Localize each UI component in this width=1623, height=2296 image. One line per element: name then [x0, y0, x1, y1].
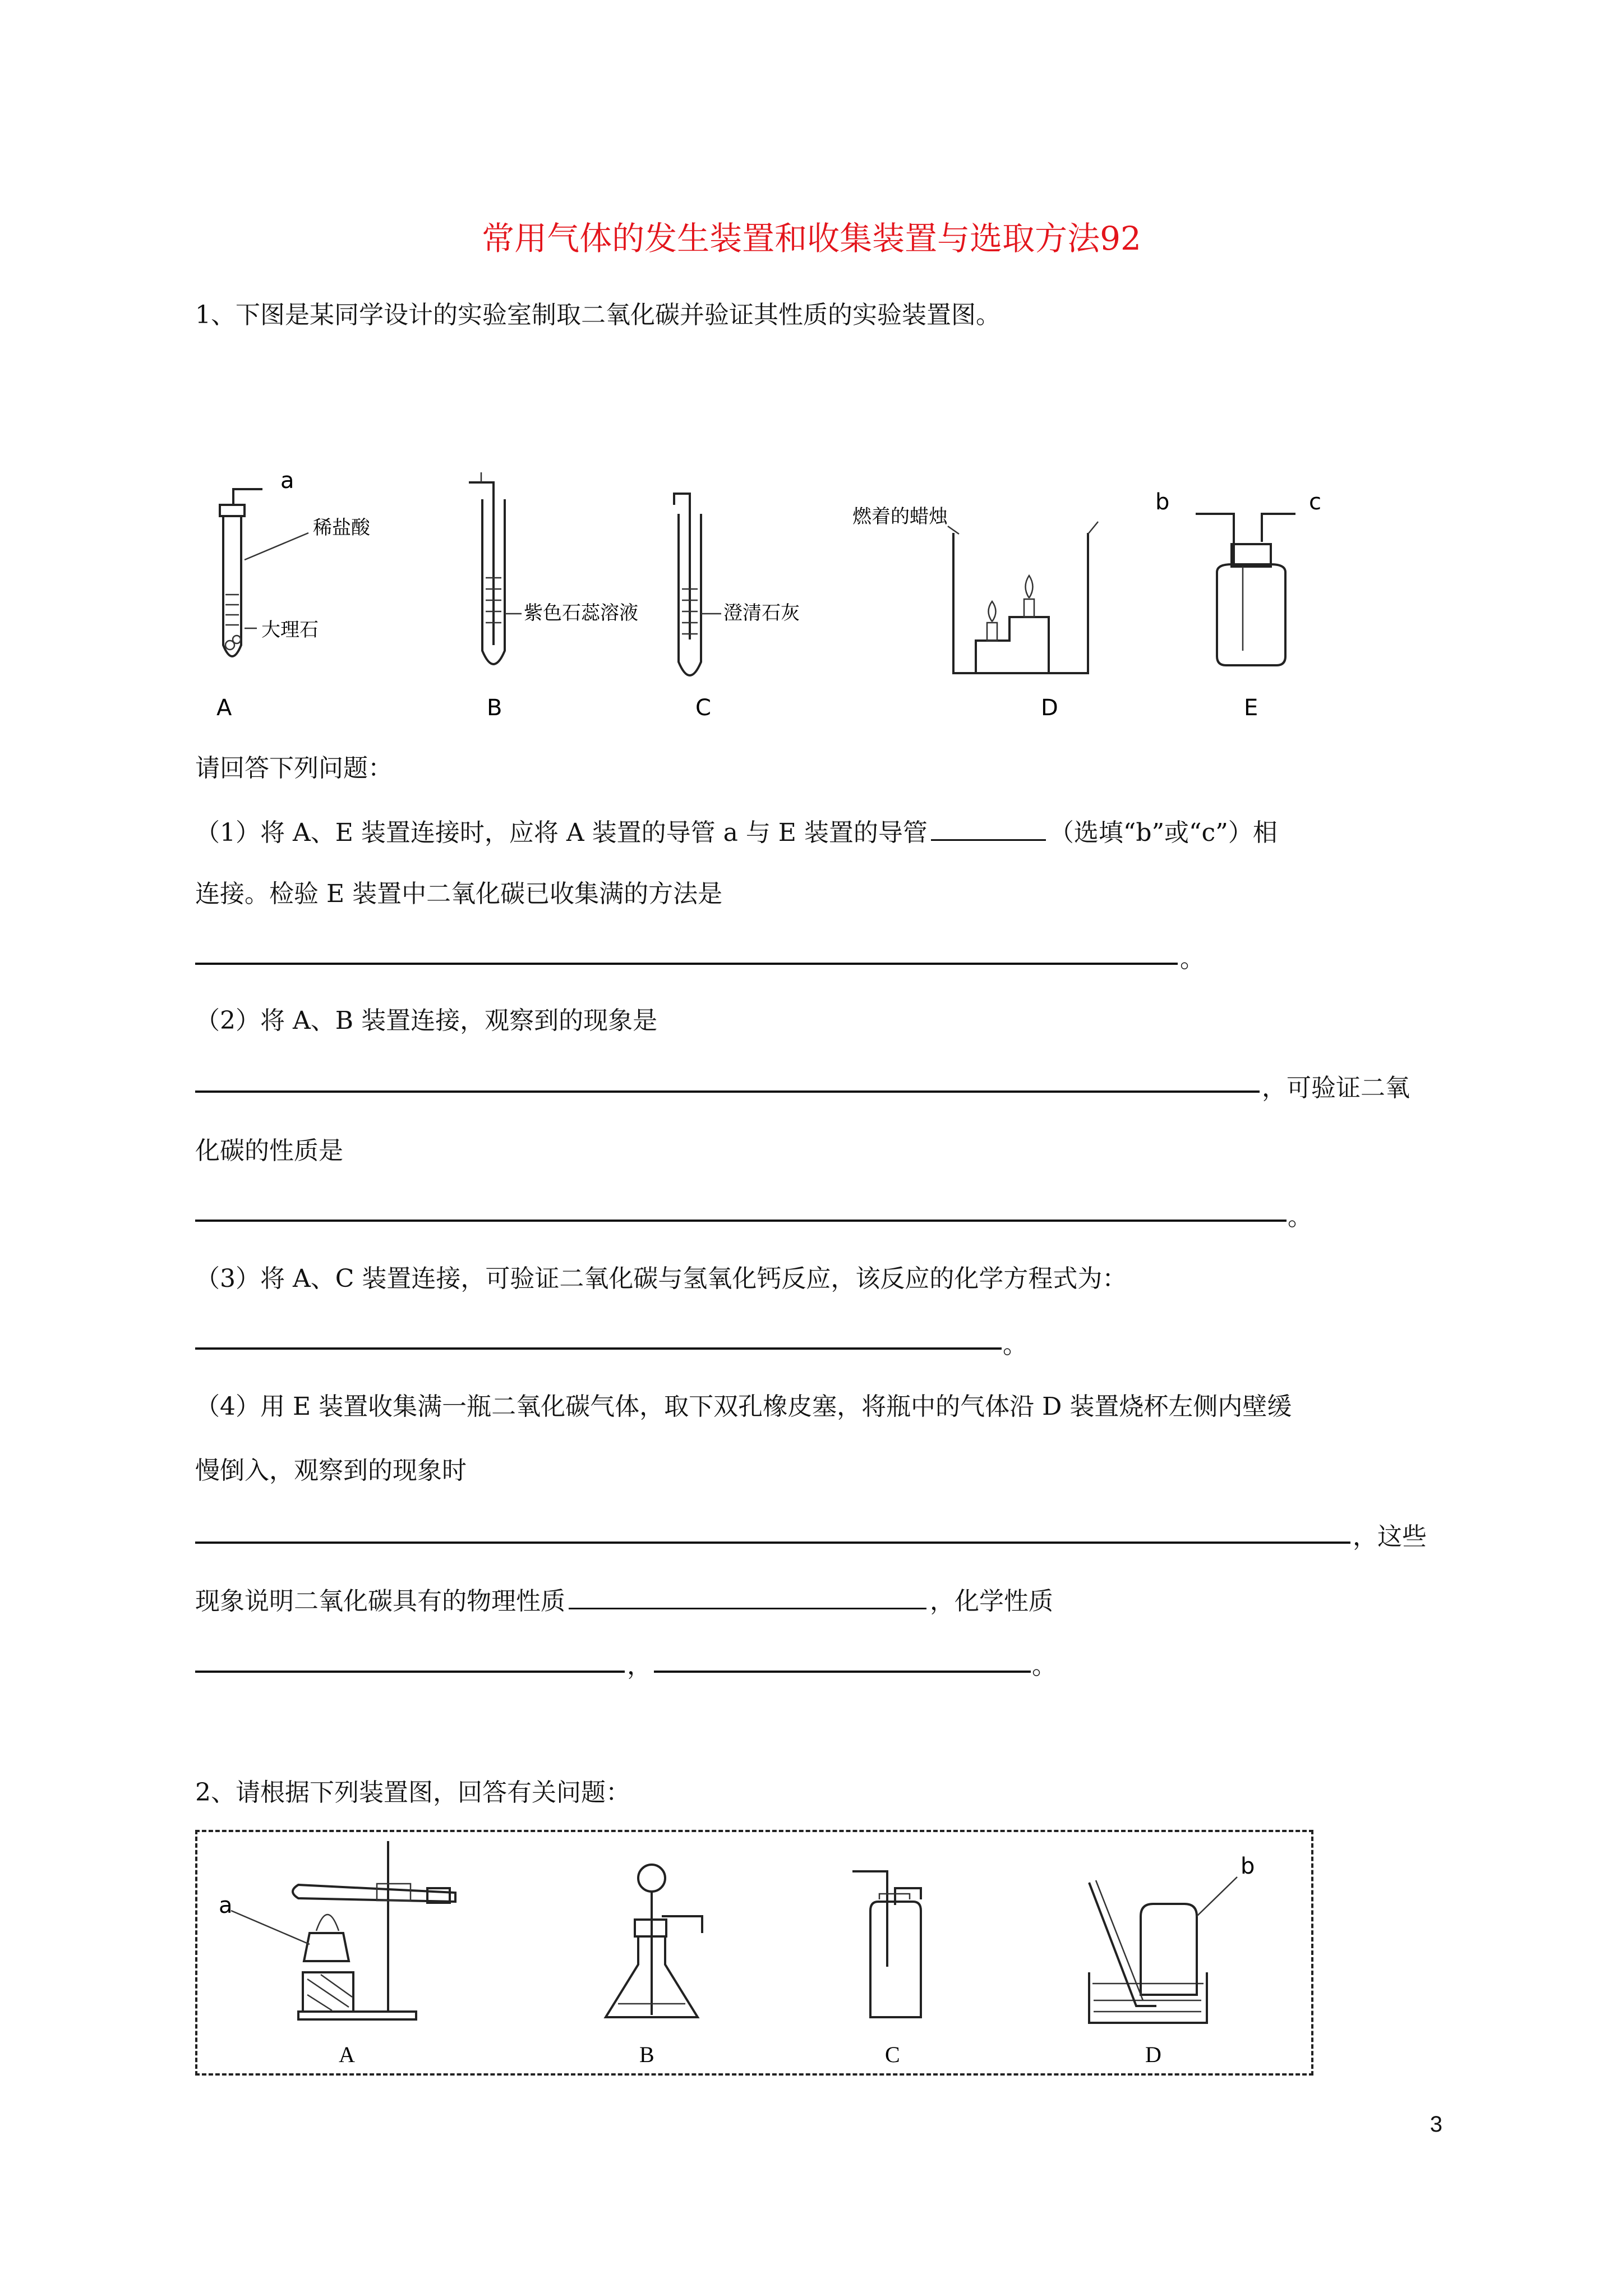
q1-part1-period: 。 [1180, 945, 1205, 973]
q1-part1-line2: 连接。检验 E 装置中二氧化碳已收集满的方法是 [195, 880, 723, 908]
q1-intro: 1、下图是某同学设计的实验室制取二氧化碳并验证其性质的实验装置图。 [195, 301, 1000, 329]
q1-part4-blank-physical[interactable] [569, 1583, 926, 1609]
label-litmus: 紫色石蕊溶液 [524, 602, 638, 624]
q1-part4-period: 。 [1032, 1651, 1057, 1680]
label-B: B [487, 695, 502, 721]
label-E: E [1244, 695, 1258, 721]
q1-part4-text-c: ，这些 [1353, 1522, 1427, 1551]
q1-part3-line1: （3）将 A、C 装置连接，可验证二氧化碳与氢氧化钙反应，该反应的化学方程式为： [195, 1264, 1127, 1293]
label-marble: 大理石 [261, 619, 319, 641]
apparatus-c [674, 494, 721, 675]
q2-label-a: a [219, 1893, 233, 1918]
label-C: C [695, 695, 711, 721]
q1-apparatus-figure [191, 460, 1447, 724]
page-number: 3 [1430, 2112, 1442, 2137]
label-candles: 燃着的蜡烛 [852, 505, 948, 528]
q2-label-C: C [885, 2042, 900, 2067]
q1-part2-text-b: ，可验证二氧 [1262, 1074, 1410, 1102]
q1-part1-text-b: （选填“b”或“c”）相 [1049, 818, 1278, 847]
label-A: A [216, 695, 232, 721]
q2-apparatus-c [852, 1871, 921, 2017]
q1-part2-line3: 化碳的性质是 [195, 1137, 343, 1165]
label-a: a [280, 468, 294, 494]
q1-part3-period: 。 [1003, 1331, 1027, 1359]
q2-intro: 2、请根据下列装置图，回答有关问题： [195, 1778, 630, 1807]
q1-part4-text-d: 现象说明二氧化碳具有的物理性质 [195, 1587, 565, 1616]
q2-label-B: B [639, 2042, 654, 2067]
page-title: 常用气体的发生装置和收集装置与选取方法92 [482, 219, 1141, 257]
label-acid: 稀盐酸 [313, 517, 370, 539]
q1-part1-text-a: （1）将 A、E 装置连接时，应将 A 装置的导管 a 与 E 装置的导管 [195, 818, 928, 847]
q1-part4-line1: （4）用 E 装置收集满一瓶二氧化碳气体，取下双孔橡皮塞，将瓶中的气体沿 D 装置烧杯左侧内壁缓 [195, 1392, 1292, 1421]
q1-part4-line2: 慢倒入，观察到的现象时 [195, 1456, 467, 1485]
q1-part4-answer-line-phenomenon[interactable] [195, 1542, 1350, 1544]
q2-label-A: A [339, 2042, 355, 2067]
q1-part2-period: 。 [1288, 1203, 1312, 1231]
q1-part4-comma: ， [627, 1651, 652, 1680]
q1-part1-blank-tube[interactable] [931, 815, 1046, 841]
apparatus-e [1196, 514, 1295, 665]
q1-part2-answer-line-1[interactable] [195, 1091, 1260, 1093]
q1-part2-answer-line-2[interactable] [195, 1220, 1287, 1222]
q1-part4-line4 [195, 1583, 1053, 1618]
q2-apparatus-a [231, 1841, 455, 2019]
label-b: b [1155, 489, 1170, 515]
apparatus-b [469, 472, 522, 664]
q1-part4-text-e: ，化学性质 [930, 1587, 1053, 1616]
label-limewater: 澄清石灰 [723, 602, 800, 624]
q1-part3-answer-line[interactable] [195, 1347, 1002, 1350]
q1-part1-line1 [195, 815, 1278, 850]
q2-apparatus-b [606, 1865, 702, 2017]
q1-part4-answer-line-chem1[interactable] [195, 1671, 625, 1673]
q2-label-D: D [1145, 2042, 1161, 2067]
q1-part1-answer-line[interactable] [195, 963, 1178, 965]
label-c: c [1309, 489, 1321, 515]
q1-prompt: 请回答下列问题： [195, 754, 393, 783]
q1-part4-answer-line-chem2[interactable] [654, 1671, 1031, 1673]
q1-part2-line1: （2）将 A、B 装置连接，观察到的现象是 [195, 1006, 658, 1035]
q2-apparatus-d [1089, 1877, 1237, 2023]
apparatus-d [948, 522, 1098, 673]
q2-label-b: b [1241, 1853, 1255, 1879]
label-D: D [1041, 695, 1058, 721]
q2-apparatus-figure [197, 1832, 1311, 2073]
